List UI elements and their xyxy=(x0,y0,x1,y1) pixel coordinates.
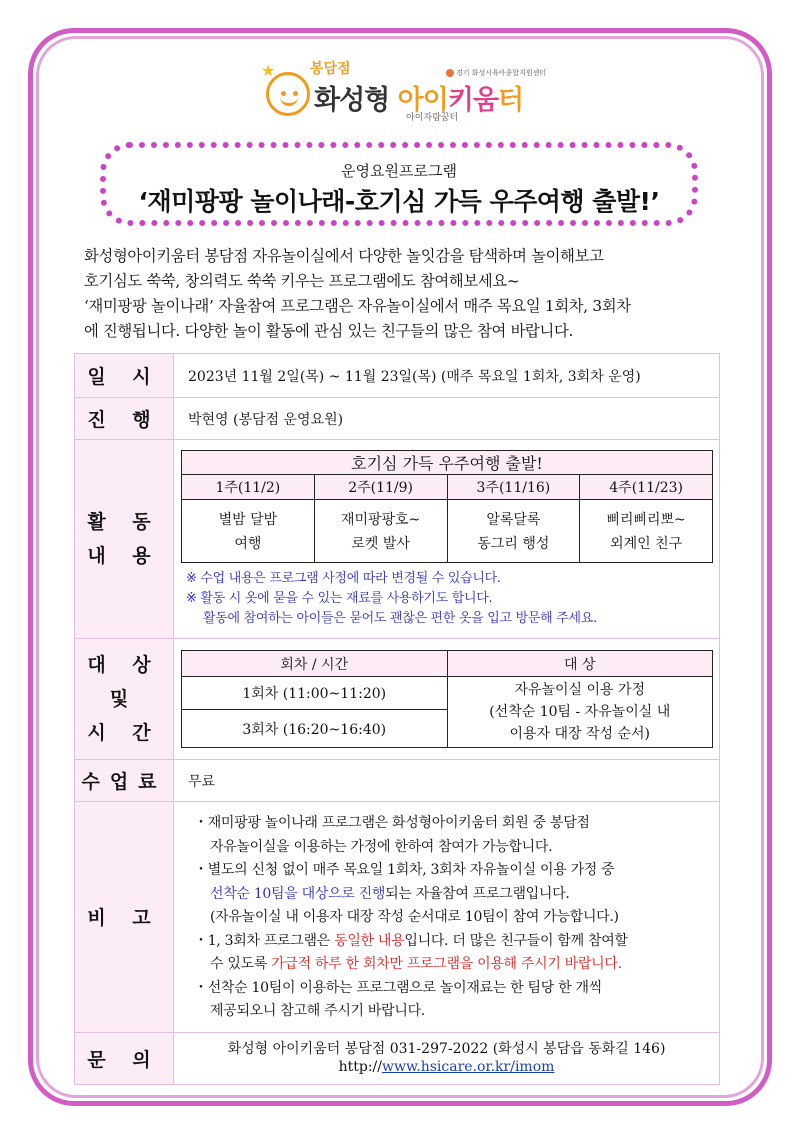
week-header: 4주(11/23) xyxy=(580,474,713,499)
logo-subtitle: 아이자람꿈터 xyxy=(406,113,459,123)
logo-branch: 봉담점 xyxy=(310,61,351,77)
partner-logo: 경기 화성시육아종합지원센터 xyxy=(446,68,546,78)
remark-line: 제공되오니 참고해 주시기 바랍니다. xyxy=(210,1003,425,1019)
activity-note: ※ 수업 내용은 프로그램 사정에 따라 변경될 수 있습니다. xyxy=(186,570,501,586)
activity-notes xyxy=(186,569,719,629)
activity-row xyxy=(75,440,720,639)
intro-line: 호기심도 쑥쑥, 창의력도 쑥쑥 키우는 프로그램에도 참여해보세요~ xyxy=(84,272,520,290)
fee-value: 무료 xyxy=(174,760,720,802)
website: http://www.hsicare.or.kr/imom xyxy=(338,1059,555,1075)
session-column-header: 회차 / 시간 xyxy=(182,651,448,677)
target-row xyxy=(75,639,720,760)
fee-label: 수업료 xyxy=(75,760,174,802)
session-table xyxy=(181,650,713,748)
partner-logo-icon xyxy=(446,69,454,77)
target-description: 자유놀이실 이용 가정 (선착순 10팀 - 자유놀이실 내 이용자 대장 작성 순서) xyxy=(447,677,713,748)
remarks-content xyxy=(174,802,720,1033)
remark-line: ・선착순 10팀이 이용하는 프로그램으로 놀이재료는 한 팀당 한 개씩 xyxy=(194,979,602,996)
logo-name: 화성형 아이키움터 xyxy=(314,85,524,116)
week-activity: 별밤 달밤 여행 xyxy=(182,499,315,562)
remarks-label: 비 고 xyxy=(75,802,174,1033)
remarks-row xyxy=(75,802,720,1033)
date-row xyxy=(75,354,720,398)
week-activity: 재미팡팡호~ 로켓 발사 xyxy=(314,499,447,562)
week-activity: 알록달록 동그리 행성 xyxy=(447,499,580,562)
activity-table-title: 호기심 가득 우주여행 출발! xyxy=(182,450,713,474)
intro-line: 에 진행됩니다. 다양한 놀이 활동에 관심 있는 친구들의 많은 참여 바랍니다. xyxy=(84,322,574,340)
star-icon: ★ xyxy=(261,61,276,80)
remark-line: ・재미팡팡 놀이나래 프로그램은 화성형아이키움터 회원 중 봉담점 xyxy=(194,815,590,831)
logo-face-icon xyxy=(261,61,310,116)
activity-content xyxy=(174,440,720,639)
remark-line: 자유놀이실을 이용하는 가정에 한하여 참여가 가능합니다. xyxy=(210,838,553,855)
target-column-header: 대 상 xyxy=(447,651,713,677)
website-link[interactable]: www.hsicare.or.kr/imom xyxy=(381,1059,555,1075)
remark-line: 선착순 10팀을 대상으로 진행되는 자율참여 프로그램입니다. xyxy=(210,885,570,902)
week-header: 1주(11/2) xyxy=(182,474,315,499)
highlight-blue: 선착순 10팀을 대상으로 진행 xyxy=(210,885,386,902)
remark-line: 수 있도록 가급적 하루 한 회차만 프로그램을 이용해 주시기 바랍니다. xyxy=(210,956,622,972)
highlight-red: 가급적 하루 한 회차만 프로그램을 이용해 주시기 바랍니다. xyxy=(271,956,622,972)
intro-text xyxy=(84,244,724,344)
activity-schedule-table xyxy=(181,450,713,563)
contact-label: 문 의 xyxy=(75,1032,174,1084)
title-box xyxy=(100,142,698,226)
remark-line: (자유놀이실 내 이용자 대장 작성 순서대로 10팀이 참여 가능합니다.) xyxy=(210,909,619,925)
activity-label: 활 동 내 용 xyxy=(75,440,174,639)
date-value: 2023년 11월 2일(목) ~ 11월 23일(목) (매주 목요일 1회차, 3회차 운영) xyxy=(174,354,720,398)
target-label: 대 상 및 시 간 xyxy=(75,639,174,760)
session-time: 3회차 (16:20~16:40) xyxy=(182,710,448,748)
week-header: 2주(11/9) xyxy=(314,474,447,499)
activity-note: 활동에 참여하는 아이들은 묻어도 괜찮은 편한 옷을 입고 방문해 주세요. xyxy=(203,610,597,626)
host-label: 진 행 xyxy=(75,398,174,440)
intro-line: 화성형아이키움터 봉담점 자유놀이실에서 다양한 놀잇감을 탐색하며 놀이해보고 xyxy=(84,247,604,265)
contact-row xyxy=(75,1032,720,1084)
host-row xyxy=(75,398,720,440)
info-table xyxy=(74,353,720,1085)
logo xyxy=(258,56,558,126)
fee-row xyxy=(75,760,720,802)
session-time: 1회차 (11:00~11:20) xyxy=(182,677,448,710)
host-value: 박현영 (봉담점 운영요원) xyxy=(174,398,720,440)
activity-note: ※ 활동 시 옷에 묻을 수 있는 재료를 사용하기도 합니다. xyxy=(186,590,493,606)
program-type: 운영요원프로그램 xyxy=(341,162,457,180)
week-header: 3주(11/16) xyxy=(447,474,580,499)
target-content xyxy=(174,639,720,760)
program-title: ‘재미팡팡 놀이나래-호기심 가득 우주여행 출발!’ xyxy=(138,187,660,216)
contact-content xyxy=(174,1032,720,1084)
intro-line: ‘재미팡팡 놀이나래’ 자율참여 프로그램은 자유놀이실에서 매주 목요일 1회차, 3회차 xyxy=(84,297,631,315)
remark-line: ・1, 3회차 프로그램은 동일한 내용입니다. 더 많은 친구들이 함께 참여할 xyxy=(194,932,628,949)
date-label: 일 시 xyxy=(75,354,174,398)
highlight-red: 동일한 내용 xyxy=(334,932,405,949)
week-activity: 삐리삐리뽀~ 외계인 친구 xyxy=(580,499,713,562)
contact-info: 화성형 아이키움터 봉담점 031-297-2022 (화성시 봉담읍 동화길 146) xyxy=(227,1041,666,1057)
remark-line: ・별도의 신청 없이 매주 목요일 1회차, 3회차 자유놀이실 이용 가정 중 xyxy=(194,862,615,878)
